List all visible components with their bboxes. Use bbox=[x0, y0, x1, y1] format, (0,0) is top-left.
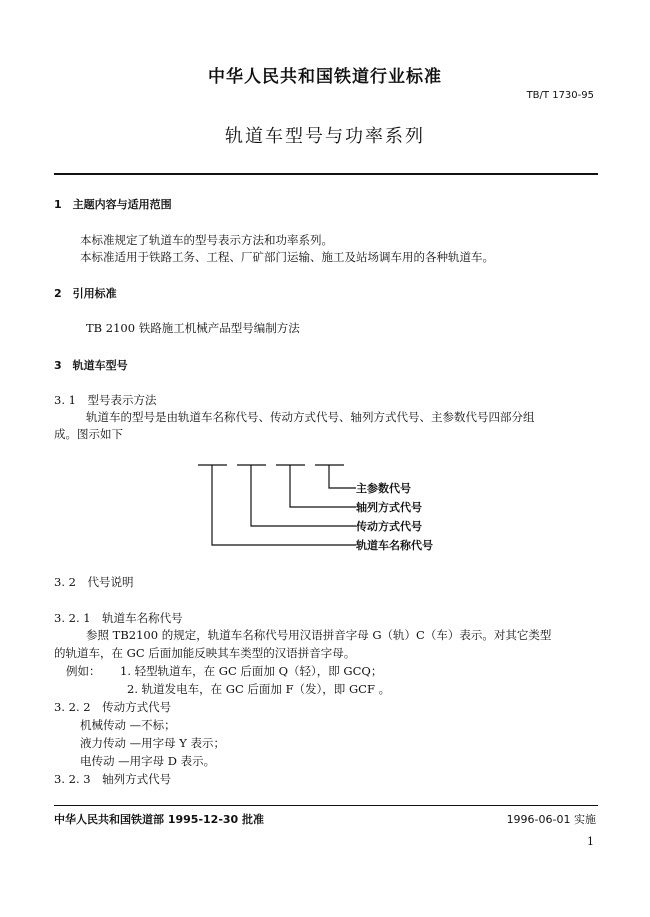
approval-statement: 中华人民共和国铁道部 1995-12-30 批准 bbox=[54, 813, 265, 826]
section-3-1-paragraph-2: 成。图示如下 bbox=[54, 427, 123, 441]
section-3-1-paragraph-1: 轨道车的型号是由轨道车名称代号、传动方式代号、轴列方式代号、主参数代号四部分组 bbox=[86, 410, 535, 424]
label-axle-arrangement-code: 轴列方式代号 bbox=[356, 501, 422, 514]
section-1-heading: 1 主题内容与适用范围 bbox=[54, 198, 172, 211]
leader-main-parameter bbox=[329, 465, 356, 488]
transmission-mechanical: 机械传动 —不标； bbox=[80, 718, 176, 732]
example-1: 1. 轻型轨道车，在 GC 后面加 Q（轻），即 GCQ； bbox=[120, 664, 383, 678]
diagram-lines bbox=[196, 460, 376, 552]
leader-axle-arrangement bbox=[290, 465, 356, 507]
section-3-1-heading: 3. 1 型号表示方法 bbox=[54, 393, 157, 407]
leader-vehicle-name bbox=[212, 465, 356, 545]
transmission-hydraulic: 液力传动 —用字母 Y 表示； bbox=[80, 736, 226, 750]
implementation-date: 1996-06-01 实施 bbox=[506, 813, 596, 826]
section-3-2-1-paragraph-2: 的轨道车，在 GC 后面加能反映其车类型的汉语拼音字母。 bbox=[54, 646, 356, 660]
section-3-2-1-paragraph-1: 参照 TB2100 的规定，轨道车名称代号用汉语拼音字母 G（轨）C（车）表示。对其它类型 bbox=[86, 628, 552, 642]
section-1-paragraph-1: 本标准规定了轨道车的型号表示方法和功率系列。 bbox=[80, 233, 333, 247]
section-3-2-2-heading: 3. 2. 2 传动方式代号 bbox=[54, 700, 172, 714]
section-3-heading: 3 轨道车型号 bbox=[54, 359, 128, 372]
page-number: 1 bbox=[587, 835, 594, 848]
section-3-2-1-heading: 3. 2. 1 轨道车名称代号 bbox=[54, 611, 183, 625]
label-transmission-code: 传动方式代号 bbox=[356, 520, 422, 533]
transmission-electric: 电传动 —用字母 D 表示。 bbox=[80, 754, 216, 768]
footer-rule bbox=[54, 805, 598, 806]
section-1-paragraph-2: 本标准适用于铁路工务、工程、厂矿部门运输、施工及站场调车用的各种轨道车。 bbox=[80, 250, 494, 264]
header-rule bbox=[54, 173, 598, 175]
issuing-organization: 中华人民共和国铁道行业标准 bbox=[208, 67, 442, 87]
document-title: 轨道车型号与功率系列 bbox=[225, 126, 425, 147]
reference-standard: TB 2100 铁路施工机械产品型号编制方法 bbox=[86, 321, 300, 335]
example-label: 例如： bbox=[66, 664, 101, 678]
example-2: 2. 轨道发电车，在 GC 后面加 F（发），即 GCF 。 bbox=[127, 682, 391, 696]
label-main-parameter-code: 主参数代号 bbox=[356, 482, 411, 495]
leader-transmission bbox=[251, 465, 356, 526]
section-2-heading: 2 引用标准 bbox=[54, 287, 117, 300]
section-3-2-3-heading: 3. 2. 3 轴列方式代号 bbox=[54, 772, 172, 786]
label-vehicle-name-code: 轨道车名称代号 bbox=[356, 539, 433, 552]
section-3-2-heading: 3. 2 代号说明 bbox=[54, 575, 134, 589]
standard-code: TB/T 1730-95 bbox=[526, 90, 594, 101]
